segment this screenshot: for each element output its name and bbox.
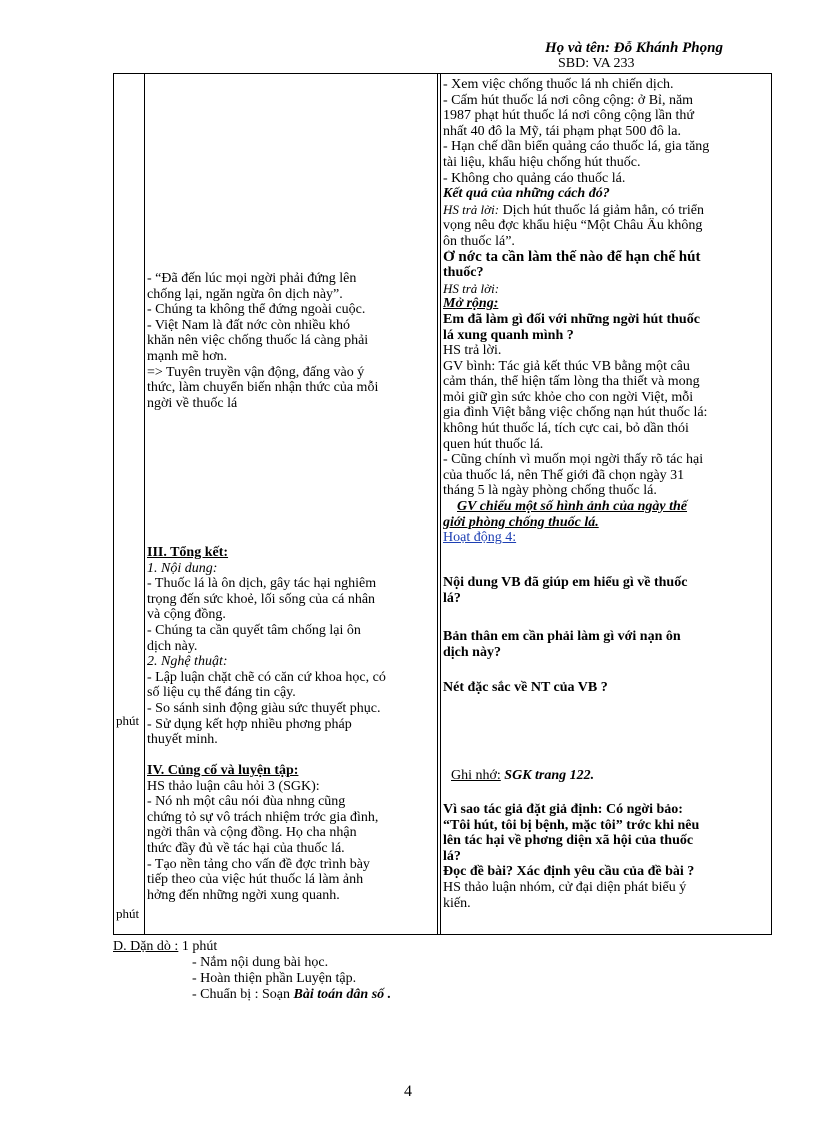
homework-time: 1 phút — [178, 939, 218, 954]
text-line: hởng đến những ngời xung quanh. — [147, 887, 340, 903]
question-line: dịch này? — [443, 644, 501, 660]
question-line: lá? — [443, 848, 461, 864]
text-line: mạnh mẽ hơn. — [147, 348, 228, 364]
text-line: => Tuyên truyền vận động, đấng vào ý — [147, 364, 365, 380]
question-line: Nét đặc sắc về NT của VB ? — [443, 680, 608, 695]
author-name: Họ và tên: Đỗ Khánh Phọng — [545, 40, 723, 56]
question-line: lá xung quanh mình ? — [443, 327, 574, 343]
text-line: - Lập luận chặt chẽ có căn cứ khoa học, có — [147, 669, 386, 685]
question-line: lá? — [443, 590, 461, 606]
question-line: Kết quả của những cách đó? — [443, 186, 610, 202]
memo-value: SGK trang 122. — [500, 768, 595, 783]
text-line: - Không cho quảng cáo thuốc lá. — [443, 170, 626, 186]
text-line: kiến. — [443, 895, 471, 911]
question-line: thuốc? — [443, 265, 484, 281]
question-line: lên tác hại về phơng diện xã hội của thuốc — [443, 833, 694, 849]
text-line: nhất 40 đô la Mỹ, tái phạm phạt 500 đô la. — [443, 123, 681, 139]
question-line: Đọc đề bài? Xác định yêu cầu của đề bài ? — [443, 864, 695, 880]
text-line: và cộng đồng. — [147, 607, 226, 623]
column-divider — [440, 74, 441, 934]
text-line: HS thảo luận câu hỏi 3 (SGK): — [147, 778, 320, 794]
question-line: Nội dung VB đã giúp em hiểu gì về thuốc — [443, 575, 688, 590]
subheading: Mở rộng: — [443, 296, 499, 312]
homework-label: D. Dặn dò : — [113, 939, 179, 954]
subheading: 1. Nội dung: — [147, 560, 218, 576]
text-line: - Nó nh một câu nói đùa nhng cũng — [147, 794, 346, 810]
text-line: dịch này. — [147, 638, 198, 654]
activities-question — [443, 629, 769, 660]
text-line: gia đình Việt bằng việc chống nạn hút thuốc lá: — [443, 405, 708, 421]
text-line: vọng nêu đợc khẩu hiệu “Một Châu Âu không — [443, 218, 703, 234]
text-line: tài liệu, khẩu hiệu chống hút thuốc. — [443, 154, 641, 170]
question-line: Bản thân em cần phải làm gì với nạn ôn — [443, 629, 681, 644]
text-line: - Thuốc lá là ôn dịch, gây tác hại nghiêm — [147, 576, 377, 592]
lesson-table — [113, 73, 772, 935]
text-line: - Sử dụng kết hợp nhiều phơng pháp — [147, 716, 352, 732]
page-number: 4 — [404, 1083, 412, 1100]
activities-question — [443, 802, 769, 911]
text-line: - Chúng ta cần quyết tâm chống lại ôn — [147, 622, 361, 638]
text-line: GV bình: Tác giả kết thúc VB bằng một câu — [443, 358, 690, 374]
text-line: thức, làm chuyển biến nhận thức của mỗi — [147, 380, 379, 396]
text-line: tiếp theo của việc hút thuốc lá làm ảnh — [147, 872, 364, 888]
answer-line: HS trả lời: Dịch hút thuốc lá giảm hẳn, có triển — [443, 201, 704, 218]
text-line: - Cũng chính vì muốn mọi ngời thấy rõ tác hại — [443, 452, 704, 468]
text-line: giới phòng chống thuốc lá. — [443, 514, 599, 530]
candidate-number: SBD: VA 233 — [558, 56, 635, 71]
text-line: chống lại, ngăn ngừa ôn dịch này”. — [147, 286, 343, 302]
text-line: - Việt Nam là đất nớc còn nhiều khó — [147, 317, 351, 333]
text-line: khăn nên việc chống thuốc lá càng phải — [147, 333, 369, 349]
answer-label: HS trả lời: — [443, 280, 500, 296]
question-line: “Tôi hút, tôi bị bệnh, mặc tôi” trớc khi nêu — [443, 817, 700, 833]
text-line: thức đầy đủ về tác hại của thuốc lá. — [147, 840, 345, 856]
text-line: của thuốc lá, nên Thế giới đã chọn ngày 31 — [443, 467, 685, 483]
section-heading: IV. Củng cố và luyện tập: — [147, 763, 299, 778]
summary-section — [147, 545, 437, 748]
text-line: quen hút thuốc lá. — [443, 436, 544, 452]
text-line: GV chiếu một số hình ảnh của ngày thế — [457, 499, 688, 515]
time-label: phút — [116, 906, 140, 921]
section-heading: III. Tổng kết: — [147, 545, 229, 560]
question-line: Vì sao tác giả đặt giả định: Có ngời bảo: — [443, 802, 683, 817]
text-line: trọng đến sức khoẻ, lối sống của cá nhân — [147, 591, 376, 607]
text-line: ôn thuốc lá”. — [443, 233, 515, 249]
activities-question — [443, 680, 769, 696]
content-block — [147, 271, 437, 411]
homework-section — [113, 939, 773, 1003]
text-line: - “Đã đến lúc mọi ngời phải đứng lên — [147, 271, 357, 286]
text-line: - Cấm hút thuốc lá nơi công cộng: ở Bỉ, năm — [443, 92, 694, 108]
column-divider — [437, 74, 438, 934]
text-line: HS thảo luận nhóm, cử đại diện phát biểu ý — [443, 879, 687, 895]
memo-line — [443, 768, 769, 784]
question-line: Ở nớc ta cần làm thế nào để hạn chế hút — [443, 249, 701, 265]
text-line: mỏi giữ gìn sức khỏe cho con ngời Việt, mỗi — [443, 389, 694, 405]
text-line: không hút thuốc lá, tích cực cai, bỏ dần thói — [443, 421, 689, 437]
activity-link[interactable]: Hoạt động 4: — [443, 530, 517, 546]
homework-item: - Nắm nội dung bài học. — [192, 955, 329, 970]
subheading: 2. Nghệ thuật: — [147, 654, 228, 670]
text-line: ngời thân và cộng đồng. Họ cha nhận — [147, 825, 357, 841]
text-line: HS trả lời. — [443, 343, 502, 359]
text-line: - Tạo nền tảng cho vấn đề đợc trình bày — [147, 856, 370, 872]
practice-section — [147, 763, 437, 903]
text-line: thuyết minh. — [147, 732, 218, 748]
text-line: - Xem việc chống thuốc lá nh chiến dịch. — [443, 77, 674, 92]
homework-item: - Hoàn thiện phần Luyện tập. — [192, 971, 357, 986]
text-line: - So sánh sinh động giàu sức thuyết phục. — [147, 700, 381, 716]
text-line: ngời về thuốc lá — [147, 395, 238, 411]
memo-label: Ghi nhớ: — [451, 768, 501, 783]
time-label: phút — [116, 713, 140, 728]
activities-column-bottom — [443, 575, 769, 606]
text-line: 1987 phạt hút thuốc lá nơi công cộng lần thứ — [443, 108, 695, 124]
text-line: tháng 5 là ngày phòng chống thuốc lá. — [443, 483, 657, 499]
text-line: số liệu cụ thể đáng tin cậy. — [147, 685, 296, 701]
homework-item: - Chuẩn bị : Soạn Bài toán dân số . — [192, 987, 392, 1002]
column-divider — [144, 74, 145, 934]
text-line: - Chúng ta không thể đứng ngoài cuộc. — [147, 302, 366, 318]
question-line: Em đã làm gì đối với những ngời hút thuốc — [443, 311, 700, 327]
activities-column-top — [443, 77, 769, 546]
text-line: - Hạn chế dần biển quảng cáo thuốc lá, gia tăng — [443, 139, 710, 155]
text-line: cảm thán, thể hiện tấm lòng tha thiết và mong — [443, 374, 700, 390]
text-line: chứng tỏ sự vô trách nhiệm trớc gia đình, — [147, 809, 379, 825]
